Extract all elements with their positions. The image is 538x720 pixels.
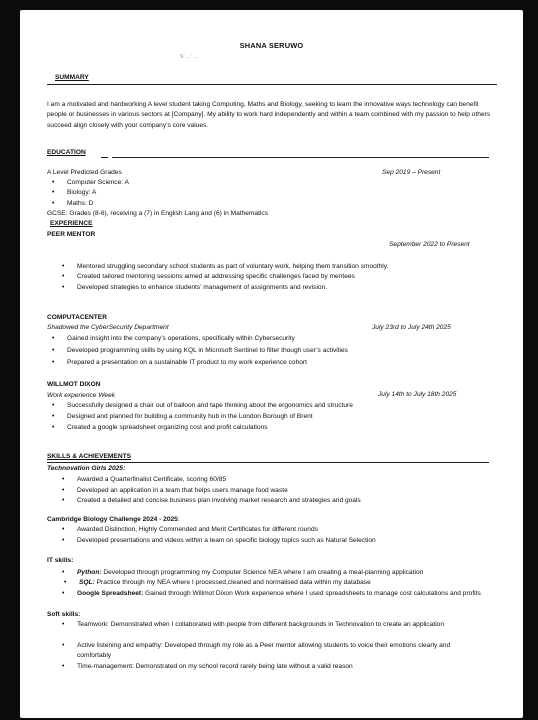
skills-rule xyxy=(47,462,489,463)
cambridge-title-suffix: : xyxy=(177,516,180,523)
job-bullet: • Developed programming skills by using KQL in Microsoft Sentinel to filter though user’s activities xyxy=(67,346,348,356)
job-bullet: • Prepared a presentation on a sustainable IT product to my work experience cohort xyxy=(67,358,307,368)
summary-rule xyxy=(47,84,497,85)
it-skills-title: IT skills: xyxy=(47,557,74,564)
skill-bullet: • Awarded a Quarterfinalist Certificate, scoring 60/85 xyxy=(77,475,226,485)
cambridge-title-line xyxy=(47,515,180,525)
it-skill-label: Google Spreadsheet: xyxy=(77,590,144,597)
job-bullet: • Designed and planned for building a community hub in the London Borough of Brent xyxy=(67,412,313,422)
alevel-title: A Level Predicted Grades xyxy=(47,169,122,176)
job-bullet: • Successfully designed a chair out of balloon and tape thinking about the ergonomics and structure xyxy=(67,401,353,411)
technovation-title: Technovation Girls 2025: xyxy=(47,465,126,472)
education-rule xyxy=(112,157,489,158)
it-skill-label: Python: xyxy=(77,569,102,576)
soft-skill-item: • Teamwork: Demonstrated when I collaborated with people from different backgrounds in Technovation to create an application xyxy=(77,620,482,630)
grade-item: • Maths: D xyxy=(67,199,93,209)
it-skill-label: SQL: xyxy=(79,579,95,586)
grade-item: • Biology: A xyxy=(67,188,96,198)
it-skill-text: Practice through my NEA where I processed,cleaned and normalised data within my database xyxy=(94,579,371,586)
skill-bullet: • Created a detailed and concise business plan involving market research and strategies and goals xyxy=(77,496,361,506)
summary-text: I am a motivated and hardworking A level student taking Computing, Maths and Biology, seeking to learn the innovative ways technology can benefit people or businesses in various sectors at [Company]. My ability to work hard independently and within a team combined with my passion to help others succeed align closely with your company’s core values. xyxy=(47,101,491,129)
education-rule-short xyxy=(101,157,108,158)
job-title: COMPUTACENTER xyxy=(47,314,107,321)
job-bullet: • Created a google spreadsheet organizing cost and profit calculations xyxy=(67,423,268,433)
job-bullet: • Mentored struggling secondary school students as part of voluntary work, helping them transition smoothly. xyxy=(77,262,388,272)
soft-skills-title: Soft skills: xyxy=(47,611,81,618)
skill-bullet: • Awarded Distinction, Highly Commended and Merit Certificates for different rounds xyxy=(77,525,318,535)
summary-heading: SUMMARY xyxy=(55,74,89,81)
candidate-name: SHANA SERUWO xyxy=(239,41,304,50)
it-skill-text: Developed through programming my Computer Science NEA where I am creating a meal-planning application xyxy=(101,569,424,576)
it-skill-item xyxy=(77,568,423,578)
alevel-dates: Sep 2019 – Present xyxy=(382,169,441,176)
job-bullet: • Created tailored mentoring sessions aimed at addressing specific challenges faced by mentees xyxy=(77,272,355,282)
it-skill-item xyxy=(77,589,482,599)
job-subtitle: Work experience Week xyxy=(47,392,116,399)
resume-page xyxy=(20,10,523,718)
job-bullet: • Gained insight into the company’s operations, specifically within Cybersecurity xyxy=(67,334,295,344)
job-bullet: • Developed strategies to enhance students’ management of assignments and revision. xyxy=(77,283,327,293)
it-skill-text: Gained through Willmot Dixon Work experience where I used spreadsheets to manage cost calculations and profits xyxy=(143,590,481,597)
job-subtitle: Shadowed the CyberSecurity Department xyxy=(47,324,169,331)
contact-fragment: S’ …’ … xyxy=(180,54,198,60)
skill-bullet: • Developed presentations and videos within a team on specific biology topics such as Natural Selection xyxy=(77,536,376,546)
cambridge-title: Cambridge Biology Challenge 2024 - 2025 xyxy=(47,516,178,523)
it-skill-item xyxy=(79,578,371,588)
experience-heading: EXPERIENCE xyxy=(50,220,93,227)
skill-bullet: • Developed an application in a team that helps users manage food waste xyxy=(77,486,288,496)
education-heading: EDUCATION xyxy=(47,149,86,156)
skills-heading: SKILLS & ACHIEVEMENTS xyxy=(47,453,132,460)
soft-skill-item: • Active listening and empathy: Developed through my role as a Peer mentor allowing students to voice their emotions clearly and comfortably xyxy=(77,641,482,662)
job-title: PEER MENTOR xyxy=(47,231,96,238)
job-dates: July 23rd to July 24th 2025 xyxy=(372,324,451,331)
soft-skill-item: • Time-management: Demonstrated on my school record rarely being late without a valid reason xyxy=(77,662,353,672)
job-dates: September 2022 to Present xyxy=(389,241,470,248)
job-dates: July 14th to July 18th 2025 xyxy=(378,391,457,398)
job-title: WILLMOT DIXON xyxy=(47,381,101,388)
grade-item: • Computer Science: A xyxy=(67,178,129,188)
gcse-text: GCSE: Grades (8-6), receiving a (7) in English Lang and (6) in Mathematics xyxy=(47,210,268,217)
